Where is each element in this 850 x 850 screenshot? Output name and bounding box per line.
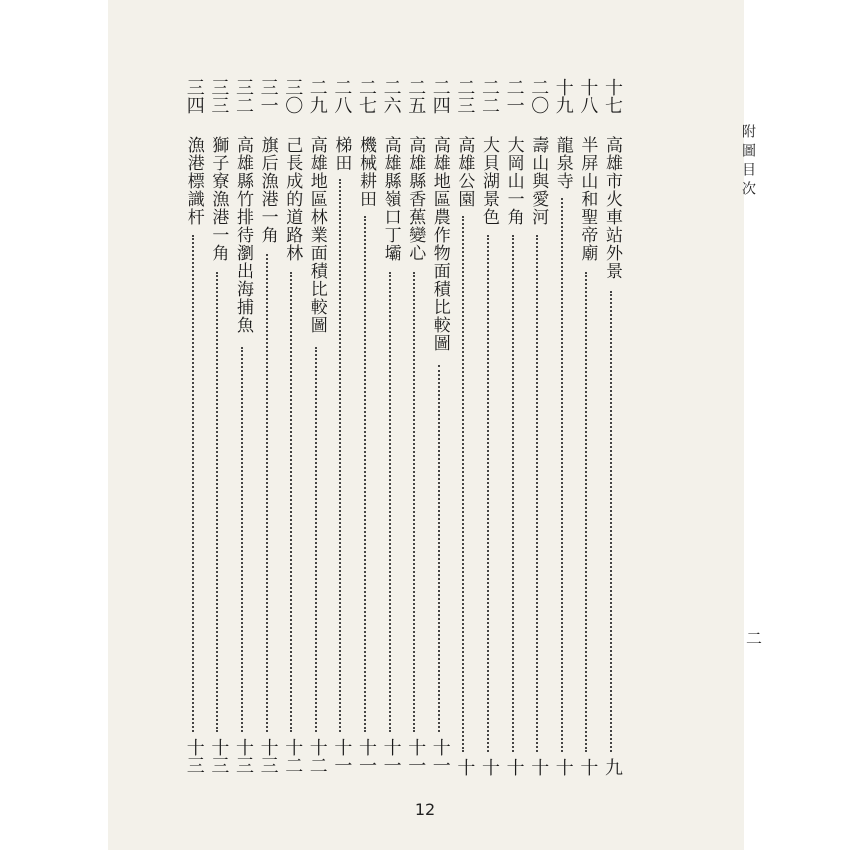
toc-entry-title: 高雄縣嶺口丁壩 [380,136,401,262]
toc-entry-page: 十 [479,758,500,776]
toc-entry-page: 十 [552,758,574,776]
toc-entry-number: 三四 [183,78,205,114]
toc-entry-page: 十三 [183,738,205,774]
toc-entry-number: 二八 [331,78,353,114]
toc-entry-page: 十三 [257,738,279,774]
toc-entry-page: 十一 [331,738,353,774]
toc-entry-title: 高雄市火車站外景 [602,136,622,280]
toc-entry [526,78,550,788]
toc-entry [477,78,501,788]
toc-entry-title: 半屏山和聖帝廟 [577,136,598,262]
toc-entry-title: 高雄地區農作物面積比較圖 [429,136,450,352]
toc-dot-leader [216,272,218,732]
toc-entry [575,78,599,788]
toc-entry-page: 九 [602,758,623,776]
toc-entry-number: 十八 [577,78,599,114]
toc-entry [256,78,280,788]
toc-entry-title: 旗后漁港一角 [257,136,278,244]
book-page [108,0,763,850]
toc-dot-leader [315,347,317,732]
toc-entry [551,78,575,788]
toc-dot-leader [192,235,194,732]
toc-entry-title: 機械耕田 [356,136,376,208]
toc-entry-number: 二四 [429,78,451,114]
toc-entry-number: 十七 [602,78,623,114]
toc-entry-number: 二二 [479,78,500,114]
toc-entry-title: 高雄縣竹排待瀏出海捕魚 [233,136,253,334]
toc-entry-title: 大岡山一角 [503,136,524,226]
toc-entry-page: 十一 [405,738,427,774]
toc-entry [428,78,452,788]
toc-entry [231,78,255,788]
toc-entry-number: 十九 [552,78,574,114]
toc-dot-leader [364,216,366,732]
toc-entry-title: 獅子寮漁港一角 [208,136,229,262]
toc-entry [354,78,378,788]
toc-entry [280,78,304,788]
toc-entry-page: 十一 [356,738,377,774]
toc-dot-leader [487,235,489,752]
toc-dot-leader [462,216,464,752]
toc-entry [452,78,476,788]
toc-entry-page: 十三 [233,738,254,774]
toc-dot-leader [610,291,612,752]
toc-dot-leader [266,254,268,732]
toc-entry [502,78,526,788]
toc-entry-page: 十二 [282,738,304,774]
toc-entry-page: 十 [503,758,525,776]
toc-entry-page: 十二 [306,738,328,774]
toc-dot-leader [290,272,292,732]
toc-entry-number: 二七 [356,78,377,114]
toc-entry-number: 二一 [503,78,525,114]
toc-entry [403,78,427,788]
toc-entry-title: 高雄縣香蕉變心 [405,136,426,262]
toc-dot-leader [512,235,514,752]
footer-page-number: 12 [414,800,436,819]
toc-entry [379,78,403,788]
toc-dot-leader [585,272,587,752]
toc-dot-leader [389,272,391,732]
toc-entry-page: 十 [454,758,476,776]
toc-entry-page: 十三 [208,738,230,774]
toc-entry-number: 三二 [233,78,254,114]
toc-entry-page: 十一 [429,738,451,774]
toc-entry-title: 梯田 [331,136,352,172]
toc-entry [206,78,230,788]
page-header: 附圖目次 [740,124,756,200]
toc-entry-page: 十 [577,758,599,776]
toc-dot-leader [339,179,341,732]
toc-entry-title: 漁港標識杆 [183,136,204,226]
toc-dot-leader [241,347,243,732]
toc-entry-title: 壽山與愛河 [528,136,549,226]
toc-entry [305,78,329,788]
toc-entry-number: 二三 [454,78,476,114]
toc-entry-number: 三一 [257,78,279,114]
toc-entry-title: 大貝湖景色 [479,136,499,226]
toc-entry-number: 二六 [380,78,402,114]
toc-dot-leader [561,198,563,752]
toc-entry-page: 十 [528,758,550,776]
toc-entry-title: 高雄地區林業面積比較圖 [306,136,327,334]
toc-dot-leader [413,272,415,732]
toc-entry-title: 高雄公園 [454,136,475,208]
toc-entry-title: 己長成的道路林 [282,136,303,262]
toc-dot-leader [536,235,538,752]
side-page-number: 二 [746,629,763,648]
toc-entry [182,78,206,788]
toc-entry-title: 龍泉寺 [552,136,573,190]
toc-entry-number: 二〇 [528,78,550,114]
toc-entry-number: 三三 [208,78,230,114]
toc-entry-number: 二九 [306,78,328,114]
toc-entry-page: 十一 [380,738,402,774]
toc-entry-number: 二五 [405,78,427,114]
toc-entry [329,78,353,788]
toc-entry-number: 三〇 [282,78,304,114]
toc-entry [600,78,624,788]
toc-dot-leader [438,365,440,732]
